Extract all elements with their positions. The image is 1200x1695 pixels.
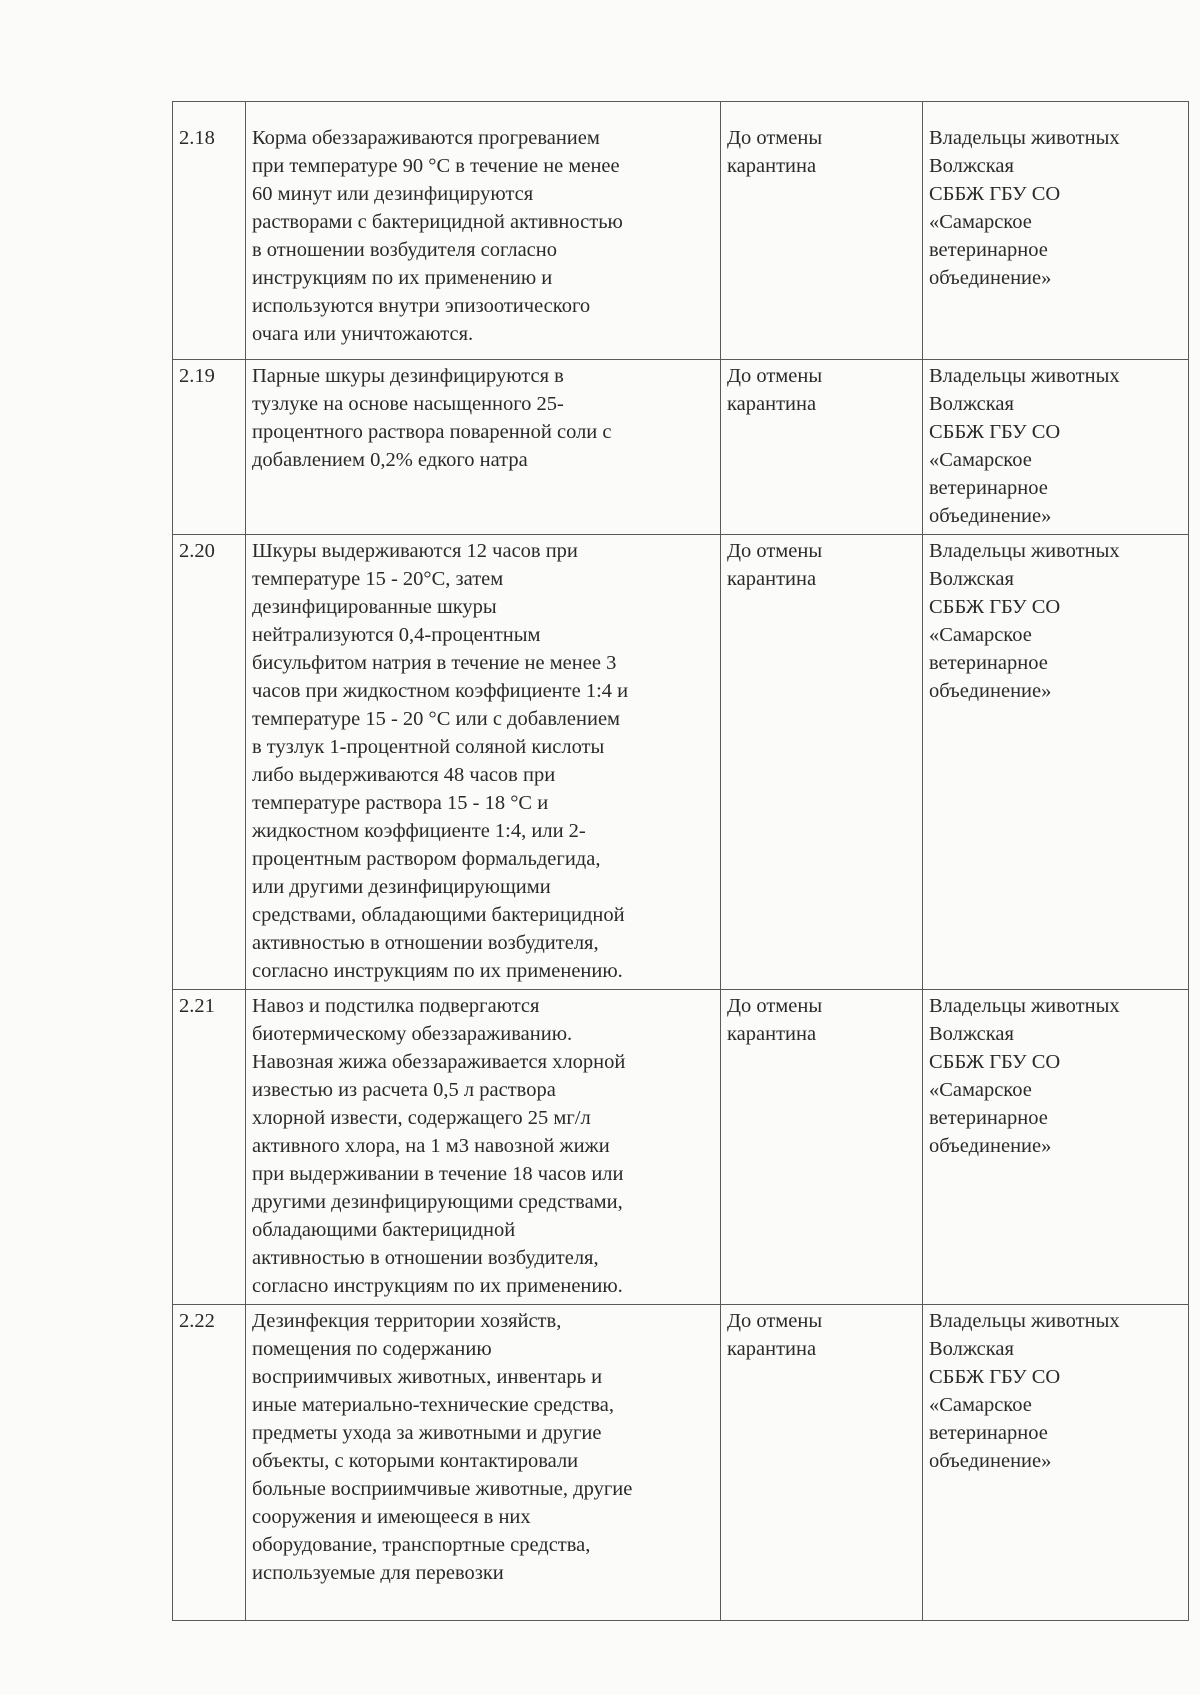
measure-text-line: тузлуке на основе насыщенного 25- [252, 393, 564, 415]
responsible-cell [923, 990, 1189, 1305]
measure-text-line: добавлением 0,2% едкого натра [252, 449, 528, 471]
table-row [173, 1305, 1189, 1621]
measure-text-line: 60 минут или дезинфицируются [252, 183, 534, 205]
item-number: 2.19 [179, 365, 215, 387]
responsible-line: ветеринарное [929, 1107, 1048, 1129]
responsible-line: «Самарское [929, 1079, 1032, 1101]
responsible-line: «Самарское [929, 1394, 1032, 1416]
responsible-line: Владельцы животных [929, 540, 1120, 562]
item-number: 2.22 [179, 1310, 215, 1332]
measure-text-line: процентного раствора поваренной соли с [252, 421, 612, 443]
measure-text-cell [246, 535, 721, 990]
measure-text-line: температуре 15 - 20 °С или с добавлением [252, 708, 621, 730]
item-number-cell [173, 360, 246, 535]
table-row [173, 535, 1189, 990]
responsible-cell [923, 360, 1189, 535]
responsible-line: «Самарское [929, 449, 1032, 471]
measure-text-line: оборудование, транспортные средства, [252, 1534, 591, 1556]
measure-text-line: либо выдерживаются 48 часов при [252, 764, 556, 786]
measure-text-line: используются внутри эпизоотического [252, 295, 591, 317]
measure-text-line: при температуре 90 °С в течение не менее [252, 155, 620, 177]
responsible-cell [923, 1305, 1189, 1621]
measure-text-line: бисульфитом натрия в течение не менее 3 [252, 652, 617, 674]
item-number: 2.21 [179, 995, 215, 1017]
measure-text-cell [246, 102, 721, 360]
responsible-line: Владельцы животных [929, 365, 1120, 387]
responsible-line: объединение» [929, 1450, 1052, 1472]
term-cell [721, 990, 923, 1305]
measure-text-line: нейтрализуются 0,4-процентным [252, 624, 541, 646]
term-line: До отмены [727, 365, 823, 387]
term-cell [721, 535, 923, 990]
responsible-line: Волжская [929, 568, 1014, 590]
measure-text-cell [246, 1305, 721, 1621]
measure-text-cell [246, 990, 721, 1305]
responsible-line: Волжская [929, 1023, 1014, 1045]
item-number: 2.18 [179, 127, 215, 149]
responsible-line: объединение» [929, 267, 1052, 289]
measure-text-line: согласно инструкциям по их применению. [252, 1275, 623, 1297]
measure-text-line: восприимчивых животных, инвентарь и [252, 1366, 603, 1388]
measure-text-line: активностью в отношении возбудителя, [252, 932, 599, 954]
term-line: карантина [727, 155, 817, 177]
measure-text-line: или другими дезинфицирующими [252, 876, 551, 898]
responsible-line: ветеринарное [929, 239, 1048, 261]
item-number-cell [173, 102, 246, 360]
responsible-line: объединение» [929, 680, 1052, 702]
responsible-line: Владельцы животных [929, 995, 1120, 1017]
measure-text-line: средствами, обладающими бактерицидной [252, 904, 625, 926]
item-number-cell [173, 990, 246, 1305]
measure-text-line: иные материально-технические средства, [252, 1394, 614, 1416]
responsible-line: СББЖ ГБУ СО [929, 1366, 1061, 1388]
responsible-cell [923, 535, 1189, 990]
measure-text-line: Дезинфекция территории хозяйств, [252, 1310, 562, 1332]
responsible-line: ветеринарное [929, 1422, 1048, 1444]
measure-text-line: в отношении возбудителя согласно [252, 239, 557, 261]
measure-text-line: при выдерживании в течение 18 часов или [252, 1163, 624, 1185]
term-line: карантина [727, 393, 817, 415]
measure-text-line: Корма обеззараживаются прогреванием [252, 127, 600, 149]
term-line: До отмены [727, 540, 823, 562]
responsible-line: Волжская [929, 155, 1014, 177]
table-row [173, 990, 1189, 1305]
measure-text-line: температуре раствора 15 - 18 °С и [252, 792, 549, 814]
responsible-line: Волжская [929, 393, 1014, 415]
term-cell [721, 360, 923, 535]
measure-text-line: процентным раствором формальдегида, [252, 848, 601, 870]
term-line: До отмены [727, 1310, 823, 1332]
measure-text-line: очага или уничтожаются. [252, 323, 474, 345]
measure-text-line: Навоз и подстилка подвергаются [252, 995, 540, 1017]
measure-text-line: Шкуры выдерживаются 12 часов при [252, 540, 578, 562]
responsible-line: объединение» [929, 505, 1052, 527]
measures-table-wrap [172, 101, 1188, 1621]
responsible-line: СББЖ ГБУ СО [929, 421, 1061, 443]
measure-text-line: обладающими бактерицидной [252, 1219, 516, 1241]
item-number: 2.20 [179, 540, 215, 562]
table-row [173, 360, 1189, 535]
measure-text-line: дезинфицированные шкуры [252, 596, 497, 618]
measure-text-line: предметы ухода за животными и другие [252, 1422, 602, 1444]
responsible-line: СББЖ ГБУ СО [929, 596, 1061, 618]
measure-text-line: инструкциям по их применению и [252, 267, 553, 289]
responsible-line: Волжская [929, 1338, 1014, 1360]
measure-text-line: используемые для перевозки [252, 1562, 504, 1584]
table-row [173, 102, 1189, 360]
measure-text-line: Парные шкуры дезинфицируются в [252, 365, 564, 387]
responsible-line: ветеринарное [929, 477, 1048, 499]
measure-text-line: жидкостном коэффициенте 1:4, или 2- [252, 820, 586, 842]
measure-text-line: Навозная жижа обеззараживается хлорной [252, 1051, 626, 1073]
measure-text-line: объекты, с которыми контактировали [252, 1450, 579, 1472]
measure-text-line: хлорной извести, содержащего 25 мг/л [252, 1107, 591, 1129]
measure-text-line: биотермическому обеззараживанию. [252, 1023, 573, 1045]
term-cell [721, 102, 923, 360]
term-cell [721, 1305, 923, 1621]
measure-text-line: растворами с бактерицидной активностью [252, 211, 623, 233]
measure-text-line: сооружения и имеющееся в них [252, 1506, 531, 1528]
measure-text-line: активностью в отношении возбудителя, [252, 1247, 599, 1269]
measures-table [172, 101, 1189, 1621]
responsible-line: «Самарское [929, 624, 1032, 646]
responsible-line: СББЖ ГБУ СО [929, 183, 1061, 205]
responsible-line: Владельцы животных [929, 1310, 1120, 1332]
measure-text-line: часов при жидкостном коэффициенте 1:4 и [252, 680, 629, 702]
responsible-line: СББЖ ГБУ СО [929, 1051, 1061, 1073]
measure-text-line: в тузлук 1-процентной соляной кислоты [252, 736, 605, 758]
measure-text-line: другими дезинфицирующими средствами, [252, 1191, 623, 1213]
measure-text-cell [246, 360, 721, 535]
responsible-line: «Самарское [929, 211, 1032, 233]
term-line: карантина [727, 1023, 817, 1045]
measure-text-line: помещения по содержанию [252, 1338, 492, 1360]
responsible-line: ветеринарное [929, 652, 1048, 674]
item-number-cell [173, 1305, 246, 1621]
term-line: карантина [727, 1338, 817, 1360]
term-line: карантина [727, 568, 817, 590]
responsible-line: объединение» [929, 1135, 1052, 1157]
term-line: До отмены [727, 127, 823, 149]
responsible-cell [923, 102, 1189, 360]
measure-text-line: согласно инструкциям по их применению. [252, 960, 623, 982]
item-number-cell [173, 535, 246, 990]
measure-text-line: больные восприимчивые животные, другие [252, 1478, 633, 1500]
measure-text-line: температуре 15 - 20°С, затем [252, 568, 504, 590]
measure-text-line: известью из расчета 0,5 л раствора [252, 1079, 556, 1101]
responsible-line: Владельцы животных [929, 127, 1120, 149]
measure-text-line: активного хлора, на 1 м3 навозной жижи [252, 1135, 610, 1157]
term-line: До отмены [727, 995, 823, 1017]
